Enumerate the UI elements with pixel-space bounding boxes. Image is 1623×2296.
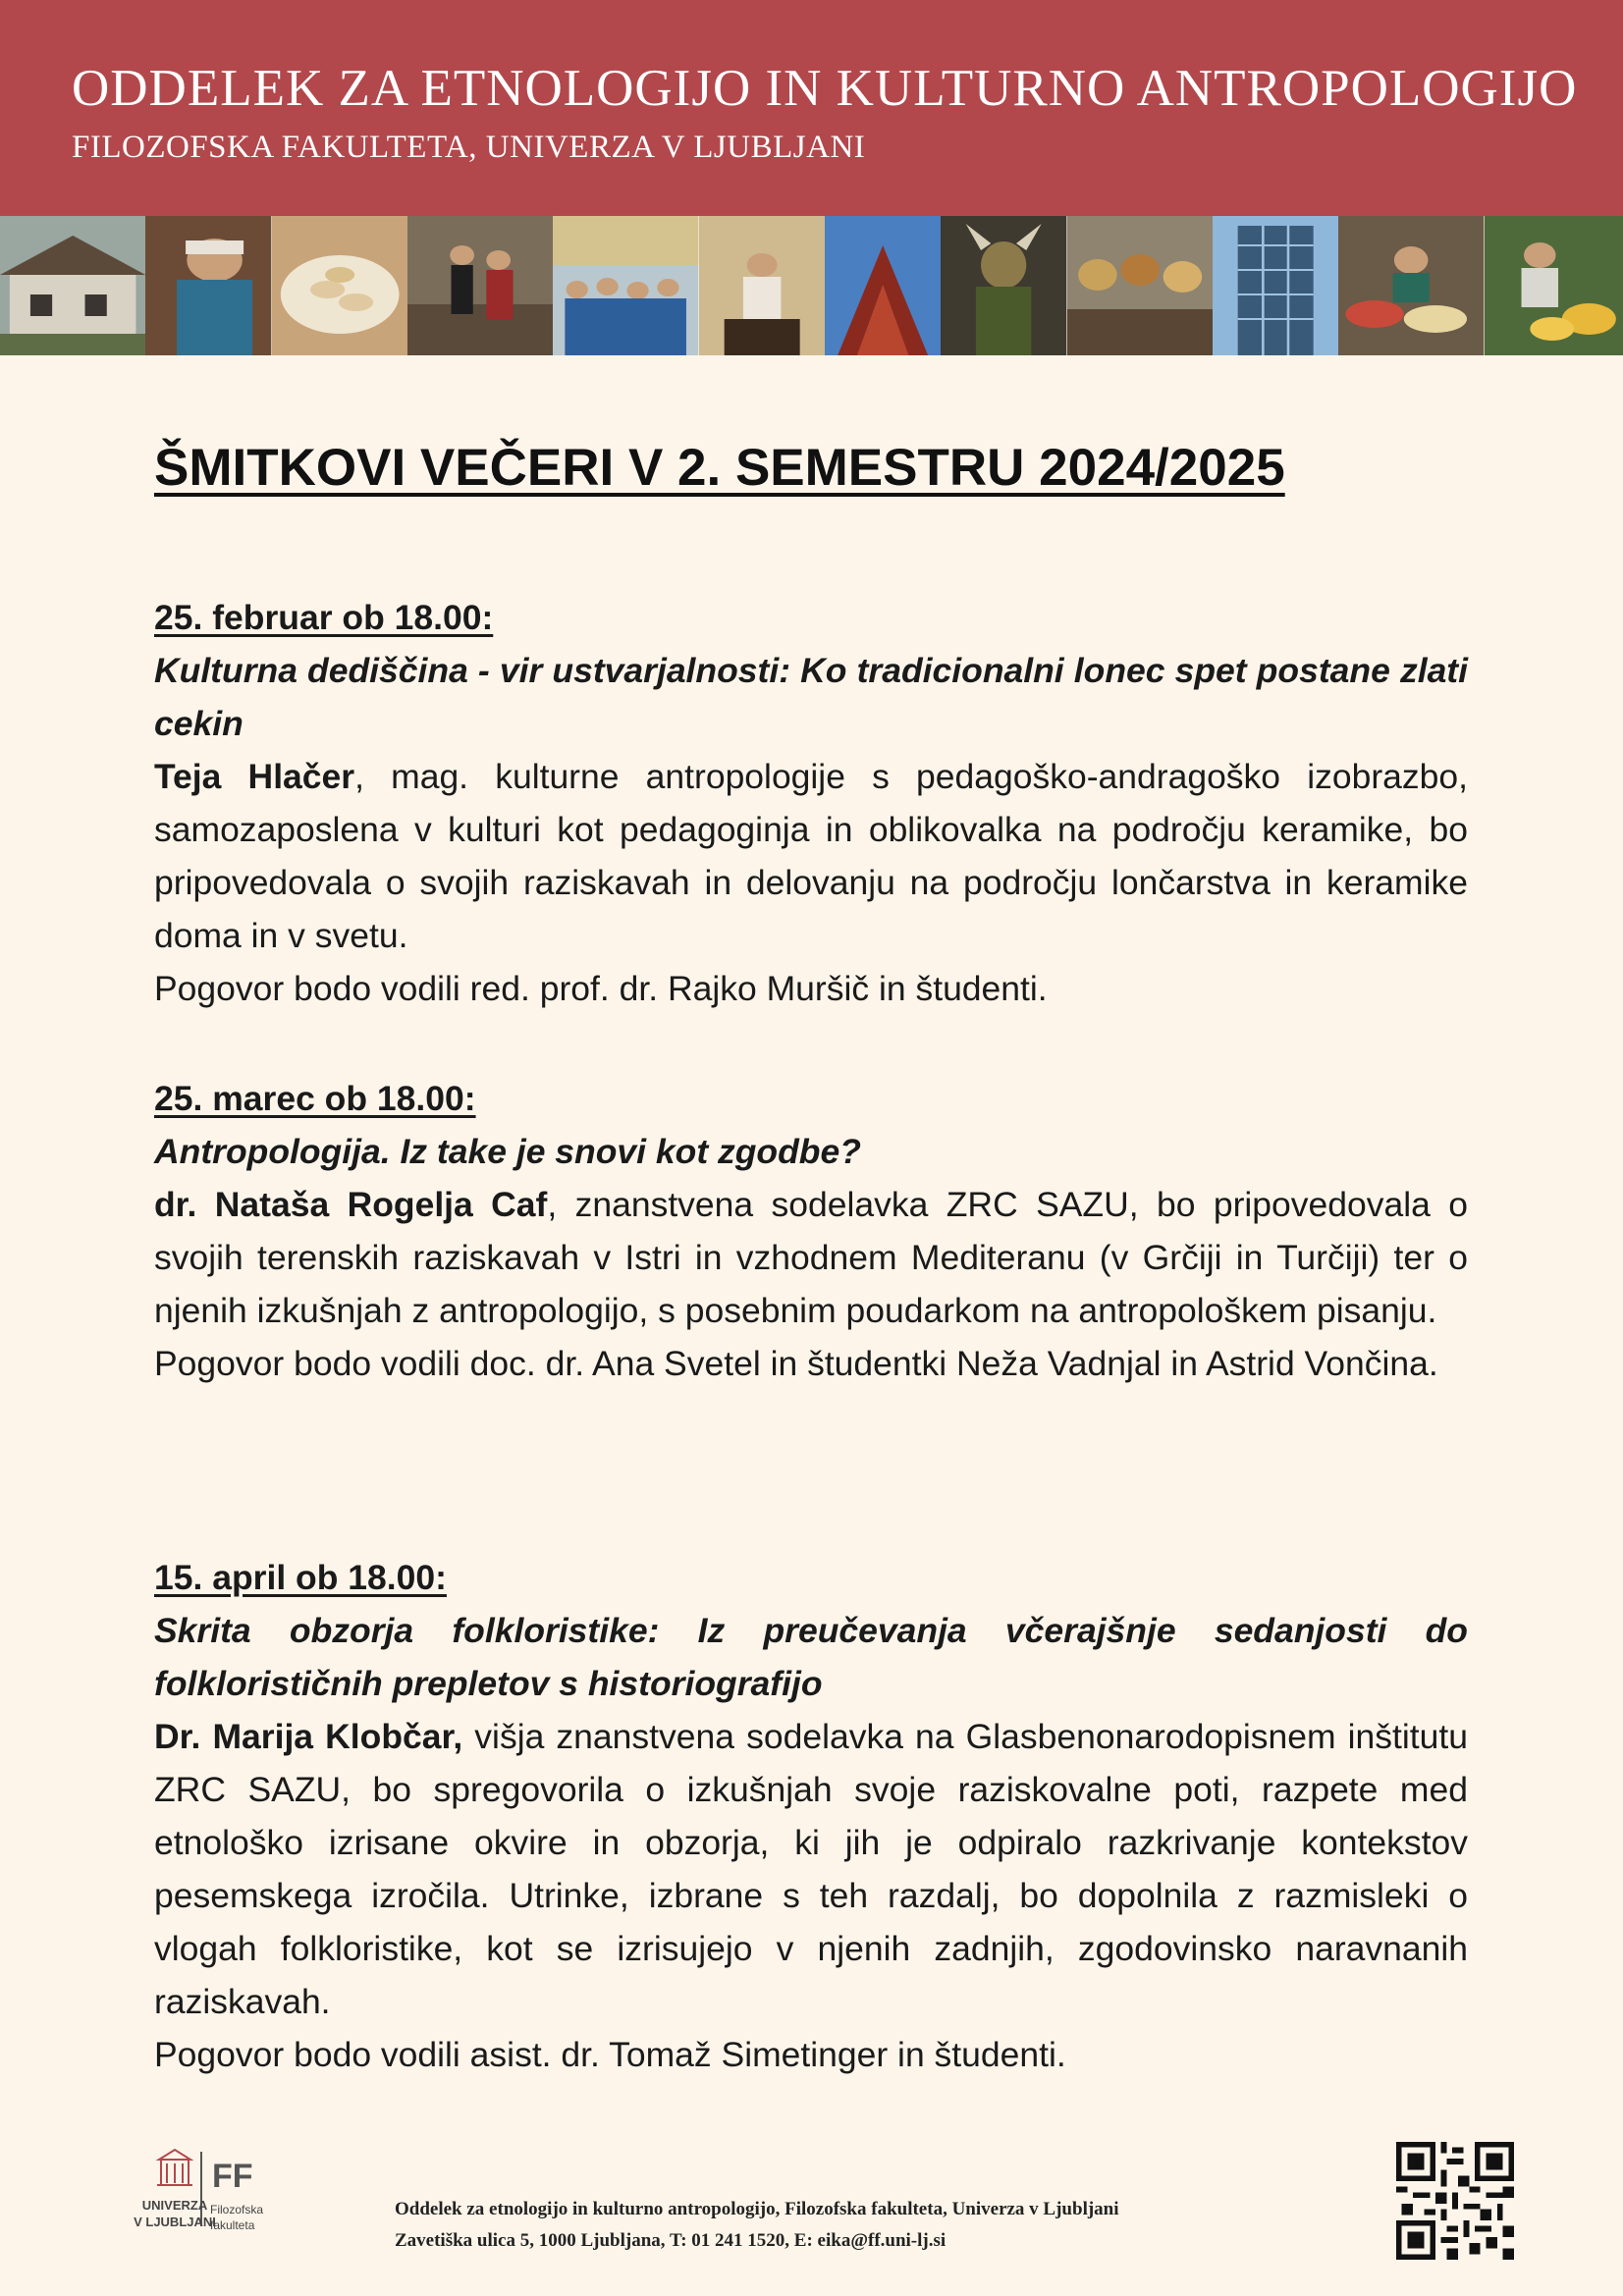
header-band (0, 0, 1623, 216)
footer-contact-line: Zavetiška ulica 5, 1000 Ljubljana, T: 01 241 1520, E: eika@ff.uni-lj.si (395, 2230, 947, 2251)
university-faculty-logo (98, 2148, 295, 2256)
event-moderators: Pogovor bodo vodili asist. dr. Tomaž Simetinger in študenti. (154, 2035, 1066, 2074)
university-building-icon (157, 2150, 192, 2185)
photo-dancers (407, 216, 553, 355)
event-2 (154, 1072, 1468, 1390)
event-title: Skrita obzorja folkloristike: Iz preučevanja včerajšnje sedanjosti do folklorističnih prepletov s historiografijo (154, 1611, 1468, 1703)
qr-code-icon[interactable] (1396, 2142, 1514, 2260)
photo-market-crowd (1067, 216, 1213, 355)
photo-skyscraper (1213, 216, 1338, 355)
footer-address-line1: Oddelek za etnologijo in kulturno antropologijo, Filozofska fakulteta, Univerza v Ljubljani (395, 2199, 1119, 2219)
event-description: Dr. Marija Klobčar, višja znanstvena sodelavka na Glasbenonarodopisnem inštitutu ZRC SAZU, bo spregovorila o izkušnjah svoje raziskovalne poti, razpete med etnološko izrisane okvire in obzorja, ki jih je odpiralo razkrivanje kontekstov pesemskega izročila. Utrinke, izbrane s teh razdalj, bo dopolnila z razmisleki o vlogah folkloristike, kot se izrisujejo v njenih zadnjih, zgodovinsko naravnanih raziskavah. (154, 1717, 1468, 2021)
event-speaker: Dr. Marija Klobčar, (154, 1717, 463, 1756)
event-date: 25. februar ob 18.00: (154, 598, 494, 637)
event-title: Antropologija. Iz take je snovi kot zgodbe? (154, 1132, 861, 1171)
photo-vendor-cheese (1485, 216, 1623, 355)
event-1 (154, 591, 1468, 1015)
logo-university-line1: UNIVERZA (141, 2198, 208, 2213)
logo-faculty-line2: fakulteta (210, 2218, 255, 2232)
photo-musicians (699, 216, 825, 355)
photo-people-turbans (145, 216, 271, 355)
photo-collage-strip (0, 216, 1623, 355)
event-title: Kulturna dediščina - vir ustvarjalnosti: Ko tradicionalni lonec spet postane zlati cekin (154, 651, 1468, 743)
event-description: Teja Hlačer, mag. kulturne antropologije s pedagoško-andragoško izobrazbo, samozaposlena v kulturi kot pedagoginja in oblikovalka na področju keramike, bo pripovedovala o svojih raziskavah in delovanju na področju lončarstva in keramike doma in v svetu. (154, 757, 1468, 955)
event-speaker: dr. Nataša Rogelja Caf (154, 1185, 548, 1224)
event-3 (154, 1551, 1468, 2081)
faculty-subtitle: FILOZOFSKA FAKULTETA, UNIVERZA V LJUBLJANI (72, 130, 866, 165)
event-moderators: Pogovor bodo vodili red. prof. dr. Rajko Muršič in študenti. (154, 969, 1048, 1008)
photo-food-market (1338, 216, 1484, 355)
event-date: 15. april ob 18.00: (154, 1558, 447, 1597)
photo-carved-house (825, 216, 941, 355)
photo-farmhouse (0, 216, 145, 355)
photo-masked-figure (941, 216, 1066, 355)
logo-university-line2: V LJUBLJANI (134, 2215, 216, 2229)
photo-food-dish (272, 216, 407, 355)
event-date: 25. marec ob 18.00: (154, 1079, 476, 1118)
footer-address (395, 2194, 1119, 2257)
event-moderators: Pogovor bodo vodili doc. dr. Ana Svetel in študentki Neža Vadnjal in Astrid Vončina. (154, 1344, 1438, 1383)
department-title: ODDELEK ZA ETNOLOGIJO IN KULTURNO ANTROPOLOGIJO (72, 60, 1578, 117)
event-speaker: Teja Hlačer (154, 757, 355, 796)
photo-crowd (553, 216, 698, 355)
ff-logo-letters: FF (212, 2158, 253, 2195)
logo-faculty-line1: Filozofska (210, 2203, 264, 2216)
page-title: ŠMITKOVI VEČERI V 2. SEMESTRU 2024/2025 (154, 439, 1285, 497)
event-description: dr. Nataša Rogelja Caf, znanstvena sodelavka ZRC SAZU, bo pripovedovala o svojih terenskih raziskavah v Istri in vzhodnem Mediteranu (v Grčiji in Turčiji) ter o njenih izkušnjah z antropologijo, s posebnim poudarkom na antropološkem pisanju. (154, 1185, 1468, 1330)
